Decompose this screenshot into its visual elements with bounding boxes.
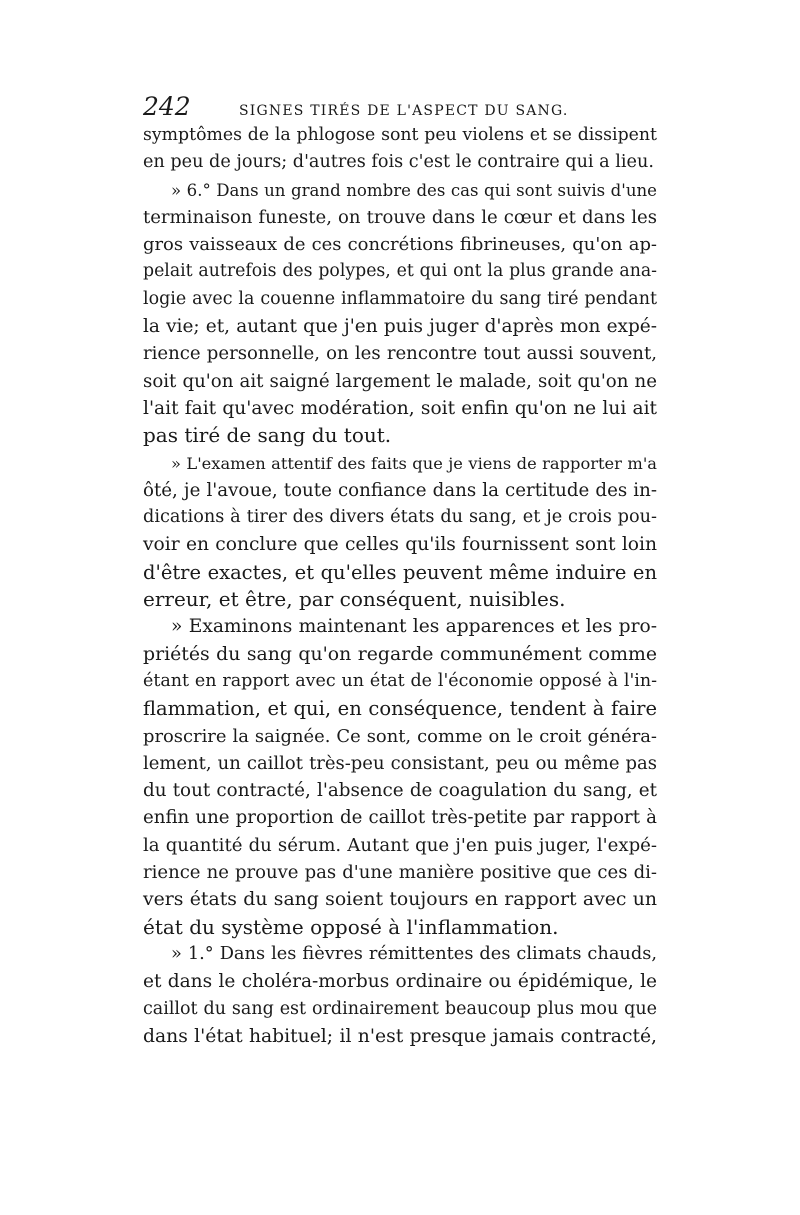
text-line: rience ne prouve pas d'une manière positive que ces di-	[143, 862, 657, 884]
text-line: la vie; et, autant que j'en puis juger d'après mon expé-	[143, 316, 657, 338]
text-line: pelait autrefois des polypes, et qui ont la plus grande ana-	[143, 261, 657, 282]
text-line: enfin une proportion de caillot très-petite par rapport à	[143, 807, 657, 829]
text-line: état du système opposé à l'inflammation.	[143, 914, 559, 939]
text-line: logie avec la couenne inflammatoire du sang tiré pendant	[143, 288, 657, 309]
text-line: en peu de jours; d'autres fois c'est le contraire qui a lieu.	[143, 152, 654, 173]
text-line: terminaison funeste, on trouve dans le cœur et dans les	[143, 206, 657, 228]
text-line: voir en conclure que celles qu'ils fournissent sont loin	[143, 534, 657, 556]
text-line: gros vaisseaux de ces concrétions fibrineuses, qu'on ap-	[143, 234, 657, 256]
text-line: vers états du sang soient toujours en rapport avec un	[143, 889, 657, 911]
text-line: ôté, je l'avoue, toute confiance dans la certitude des in-	[143, 479, 657, 501]
text-line: » 6.° Dans un grand nombre des cas qui sont suivis d'une	[171, 180, 657, 200]
text-line: » 1.° Dans les fièvres rémittentes des climats chauds,	[171, 943, 657, 964]
page-header	[143, 92, 657, 122]
page-number: 242	[143, 92, 191, 121]
text-line: priétés du sang qu'on regarde communément comme	[143, 643, 657, 665]
text-line: caillot du sang est ordinairement beaucoup plus mou que	[143, 998, 657, 1019]
book-page	[143, 92, 657, 1050]
text-line: lement, un caillot très-peu consistant, peu ou même pas	[143, 752, 657, 774]
text-line: du tout contracté, l'absence de coagulation du sang, et	[143, 780, 657, 802]
running-head: SIGNES TIRÉS DE L'ASPECT DU SANG.	[239, 103, 569, 119]
text-line: proscrire la saignée. Ce sont, comme on le croit généra-	[143, 725, 657, 747]
text-line: la quantité du sérum. Autant que j'en puis juger, l'expé-	[143, 834, 657, 856]
text-line: symptômes de la phlogose sont peu violens et se dissipent	[143, 125, 657, 145]
text-line: et dans le choléra-morbus ordinaire ou épidémique, le	[143, 971, 657, 993]
text-line: » L'examen attentif des faits que je viens de rapporter m'a	[171, 453, 657, 473]
text-line: » Examinons maintenant les apparences et les pro-	[171, 616, 657, 638]
text-line: dans l'état habituel; il n'est presque jamais contracté,	[143, 1025, 657, 1047]
text-line: rience personnelle, on les rencontre tout aussi souvent,	[143, 343, 657, 365]
text-line: pas tiré de sang du tout.	[143, 423, 392, 448]
text-line: l'ait fait qu'avec modération, soit enfin qu'on ne lui ait	[143, 397, 657, 419]
text-line: d'être exactes, et qu'elles peuvent même induire en	[143, 560, 657, 584]
text-line: étant en rapport avec un état de l'économie opposé à l'in-	[143, 670, 657, 691]
text-line: erreur, et être, par conséquent, nuisibles.	[143, 587, 566, 612]
body-text	[143, 122, 657, 1050]
text-line: flammation, et qui, en conséquence, tendent à faire	[143, 697, 657, 721]
text-line: dications à tirer des divers états du sang, et je crois pou-	[143, 507, 657, 528]
text-line: soit qu'on ait saigné largement le malade, soit qu'on ne	[143, 370, 657, 392]
